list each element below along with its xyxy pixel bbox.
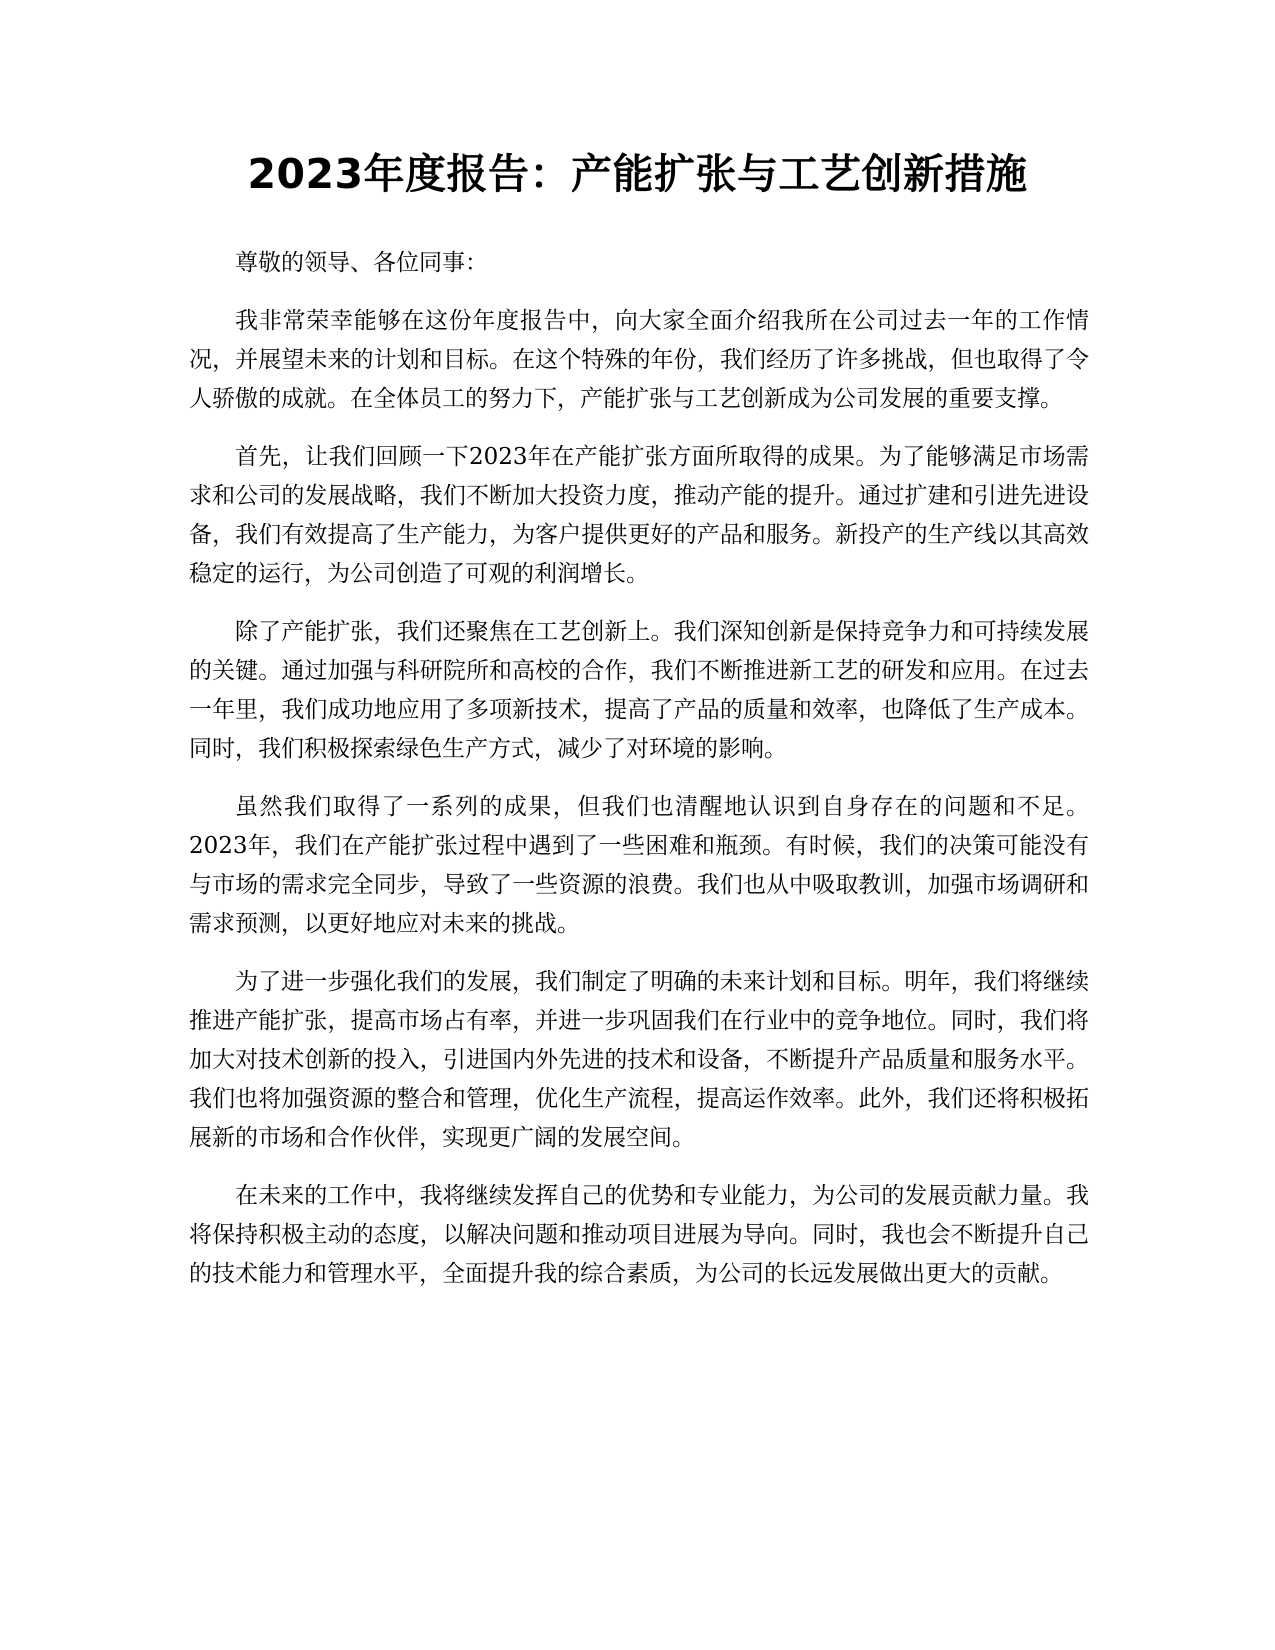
paragraph: 除了产能扩张，我们还聚焦在工艺创新上。我们深知创新是保持竞争力和可持续发展的关键。通过加强与科研院所和高校的合作，我们不断推进新工艺的研发和应用。在过去一年里，我们成功地应用了多项新技术，提高了产品的质量和效率，也降低了生产成本。同时，我们积极探索绿色生产方式，减少了对环境的影响。 [189, 619, 1089, 762]
paragraph: 首先，让我们回顾一下2023年在产能扩张方面所取得的成果。为了能够满足市场需求和公司的发展战略，我们不断加大投资力度，推动产能的提升。通过扩建和引进先进设备，我们有效提高了生产能力，为客户提供更好的产品和服务。新投产的生产线以其高效稳定的运行，为公司创造了可观的利润增长。 [189, 444, 1089, 587]
document-title: 2023年度报告：产能扩张与工艺创新措施 [247, 150, 1028, 198]
paragraph: 我非常荣幸能够在这份年度报告中，向大家全面介绍我所在公司过去一年的工作情况，并展望未来的计划和目标。在这个特殊的年份，我们经历了许多挑战，但也取得了令人骄傲的成就。在全体员工的努力下，产能扩张与工艺创新成为公司发展的重要支撑。 [189, 308, 1089, 412]
paragraph: 为了进一步强化我们的发展，我们制定了明确的未来计划和目标。明年，我们将继续推进产能扩张，提高市场占有率，并进一步巩固我们在行业中的竞争地位。同时，我们将加大对技术创新的投入，引进国内外先进的技术和设备，不断提升产品质量和服务水平。我们也将加强资源的整合和管理，优化生产流程，提高运作效率。此外，我们还将积极拓展新的市场和合作伙伴，实现更广阔的发展空间。 [189, 969, 1089, 1151]
greeting: 尊敬的领导、各位同事： [235, 250, 488, 276]
paragraph: 虽然我们取得了一系列的成果，但我们也清醒地认识到自身存在的问题和不足。2023年，我们在产能扩张过程中遇到了一些困难和瓶颈。有时候，我们的决策可能没有与市场的需求完全同步，导致了一些资源的浪费。我们也从中吸取教训，加强市场调研和需求预测，以更好地应对未来的挑战。 [189, 794, 1089, 937]
paragraph: 在未来的工作中，我将继续发挥自己的优势和专业能力，为公司的发展贡献力量。我将保持积极主动的态度，以解决问题和推动项目进展为导向。同时，我也会不断提升自己的技术能力和管理水平，全面提升我的综合素质，为公司的长远发展做出更大的贡献。 [189, 1183, 1089, 1287]
document-body [189, 244, 1089, 1313]
